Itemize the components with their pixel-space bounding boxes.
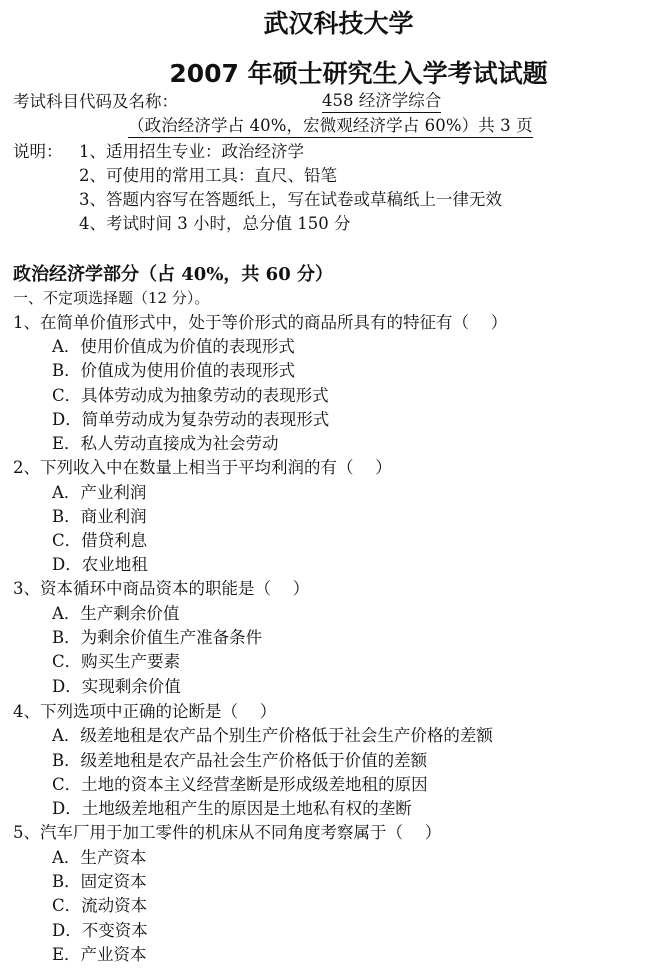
question-option: D．实现剩余价值 (52, 677, 181, 696)
question-option: E．私人劳动直接成为社会劳动 (52, 434, 279, 453)
question-stem: 4、下列选项中正确的论断是（ ） (13, 702, 277, 721)
question-option: E．产业资本 (52, 945, 147, 964)
question-option: A．生产剩余价值 (52, 604, 180, 623)
question-stem: 5、汽车厂用于加工零件的机床从不同角度考察属于（ ） (13, 823, 442, 842)
subject-label: 考试科目代码及名称： (13, 92, 178, 111)
question-stem: 2、下列收入中在数量上相当于平均利润的有（ ） (13, 458, 392, 477)
note-item: 2、可使用的常用工具：直尺、铅笔 (79, 166, 337, 185)
question-option: A．生产资本 (52, 848, 147, 867)
question-option: A．产业利润 (52, 483, 147, 502)
note-item: 3、答题内容写在答题纸上，写在试卷或草稿纸上一律无效 (79, 190, 502, 209)
question-option: C．流动资本 (52, 896, 148, 915)
section-title: 政治经济学部分（占 40%，共 60 分） (13, 264, 333, 285)
question-option: D．简单劳动成为复杂劳动的表现形式 (52, 410, 330, 429)
university-title: 武汉科技大学 (263, 9, 414, 38)
subject-value: 458 经济学综合 (322, 90, 441, 113)
question-option: A．级差地租是农产品个别生产价格低于社会生产价格的差额 (52, 726, 493, 745)
question-option: D．不变资本 (52, 921, 148, 940)
note-item: 1、适用招生专业：政治经济学 (79, 142, 304, 161)
question-option: B．级差地租是农产品社会生产价格低于价值的差额 (52, 751, 428, 770)
question-option: A．使用价值成为价值的表现形式 (52, 337, 295, 356)
question-stem: 1、在简单价值形式中，处于等价形式的商品所具有的特征有（ ） (13, 313, 508, 332)
question-option: B．为剩余价值生产准备条件 (52, 628, 263, 647)
subject-note: （政治经济学占 40%，宏微观经济学占 60%）共 3 页 (128, 114, 533, 138)
notes-label: 说明： (13, 142, 63, 161)
part-title: 一、不定项选择题（12 分）。 (13, 289, 210, 307)
question-option: D．土地级差地租产生的原因是土地私有权的垄断 (52, 799, 412, 818)
question-option: C．购买生产要素 (52, 652, 181, 671)
question-option: B．固定资本 (52, 872, 147, 891)
question-option: C．具体劳动成为抽象劳动的表现形式 (52, 386, 329, 405)
question-option: B．商业利润 (52, 507, 147, 526)
question-option: C．借贷利息 (52, 531, 148, 550)
question-stem: 3、资本循环中商品资本的职能是（ ） (13, 579, 310, 598)
question-option: D．农业地租 (52, 555, 148, 574)
question-option: B．价值成为使用价值的表现形式 (52, 361, 296, 380)
question-option: C．土地的资本主义经营垄断是形成级差地租的原因 (52, 775, 428, 794)
note-item: 4、考试时间 3 小时，总分值 150 分 (79, 214, 351, 233)
exam-title: 2007 年硕士研究生入学考试试题 (169, 59, 548, 88)
